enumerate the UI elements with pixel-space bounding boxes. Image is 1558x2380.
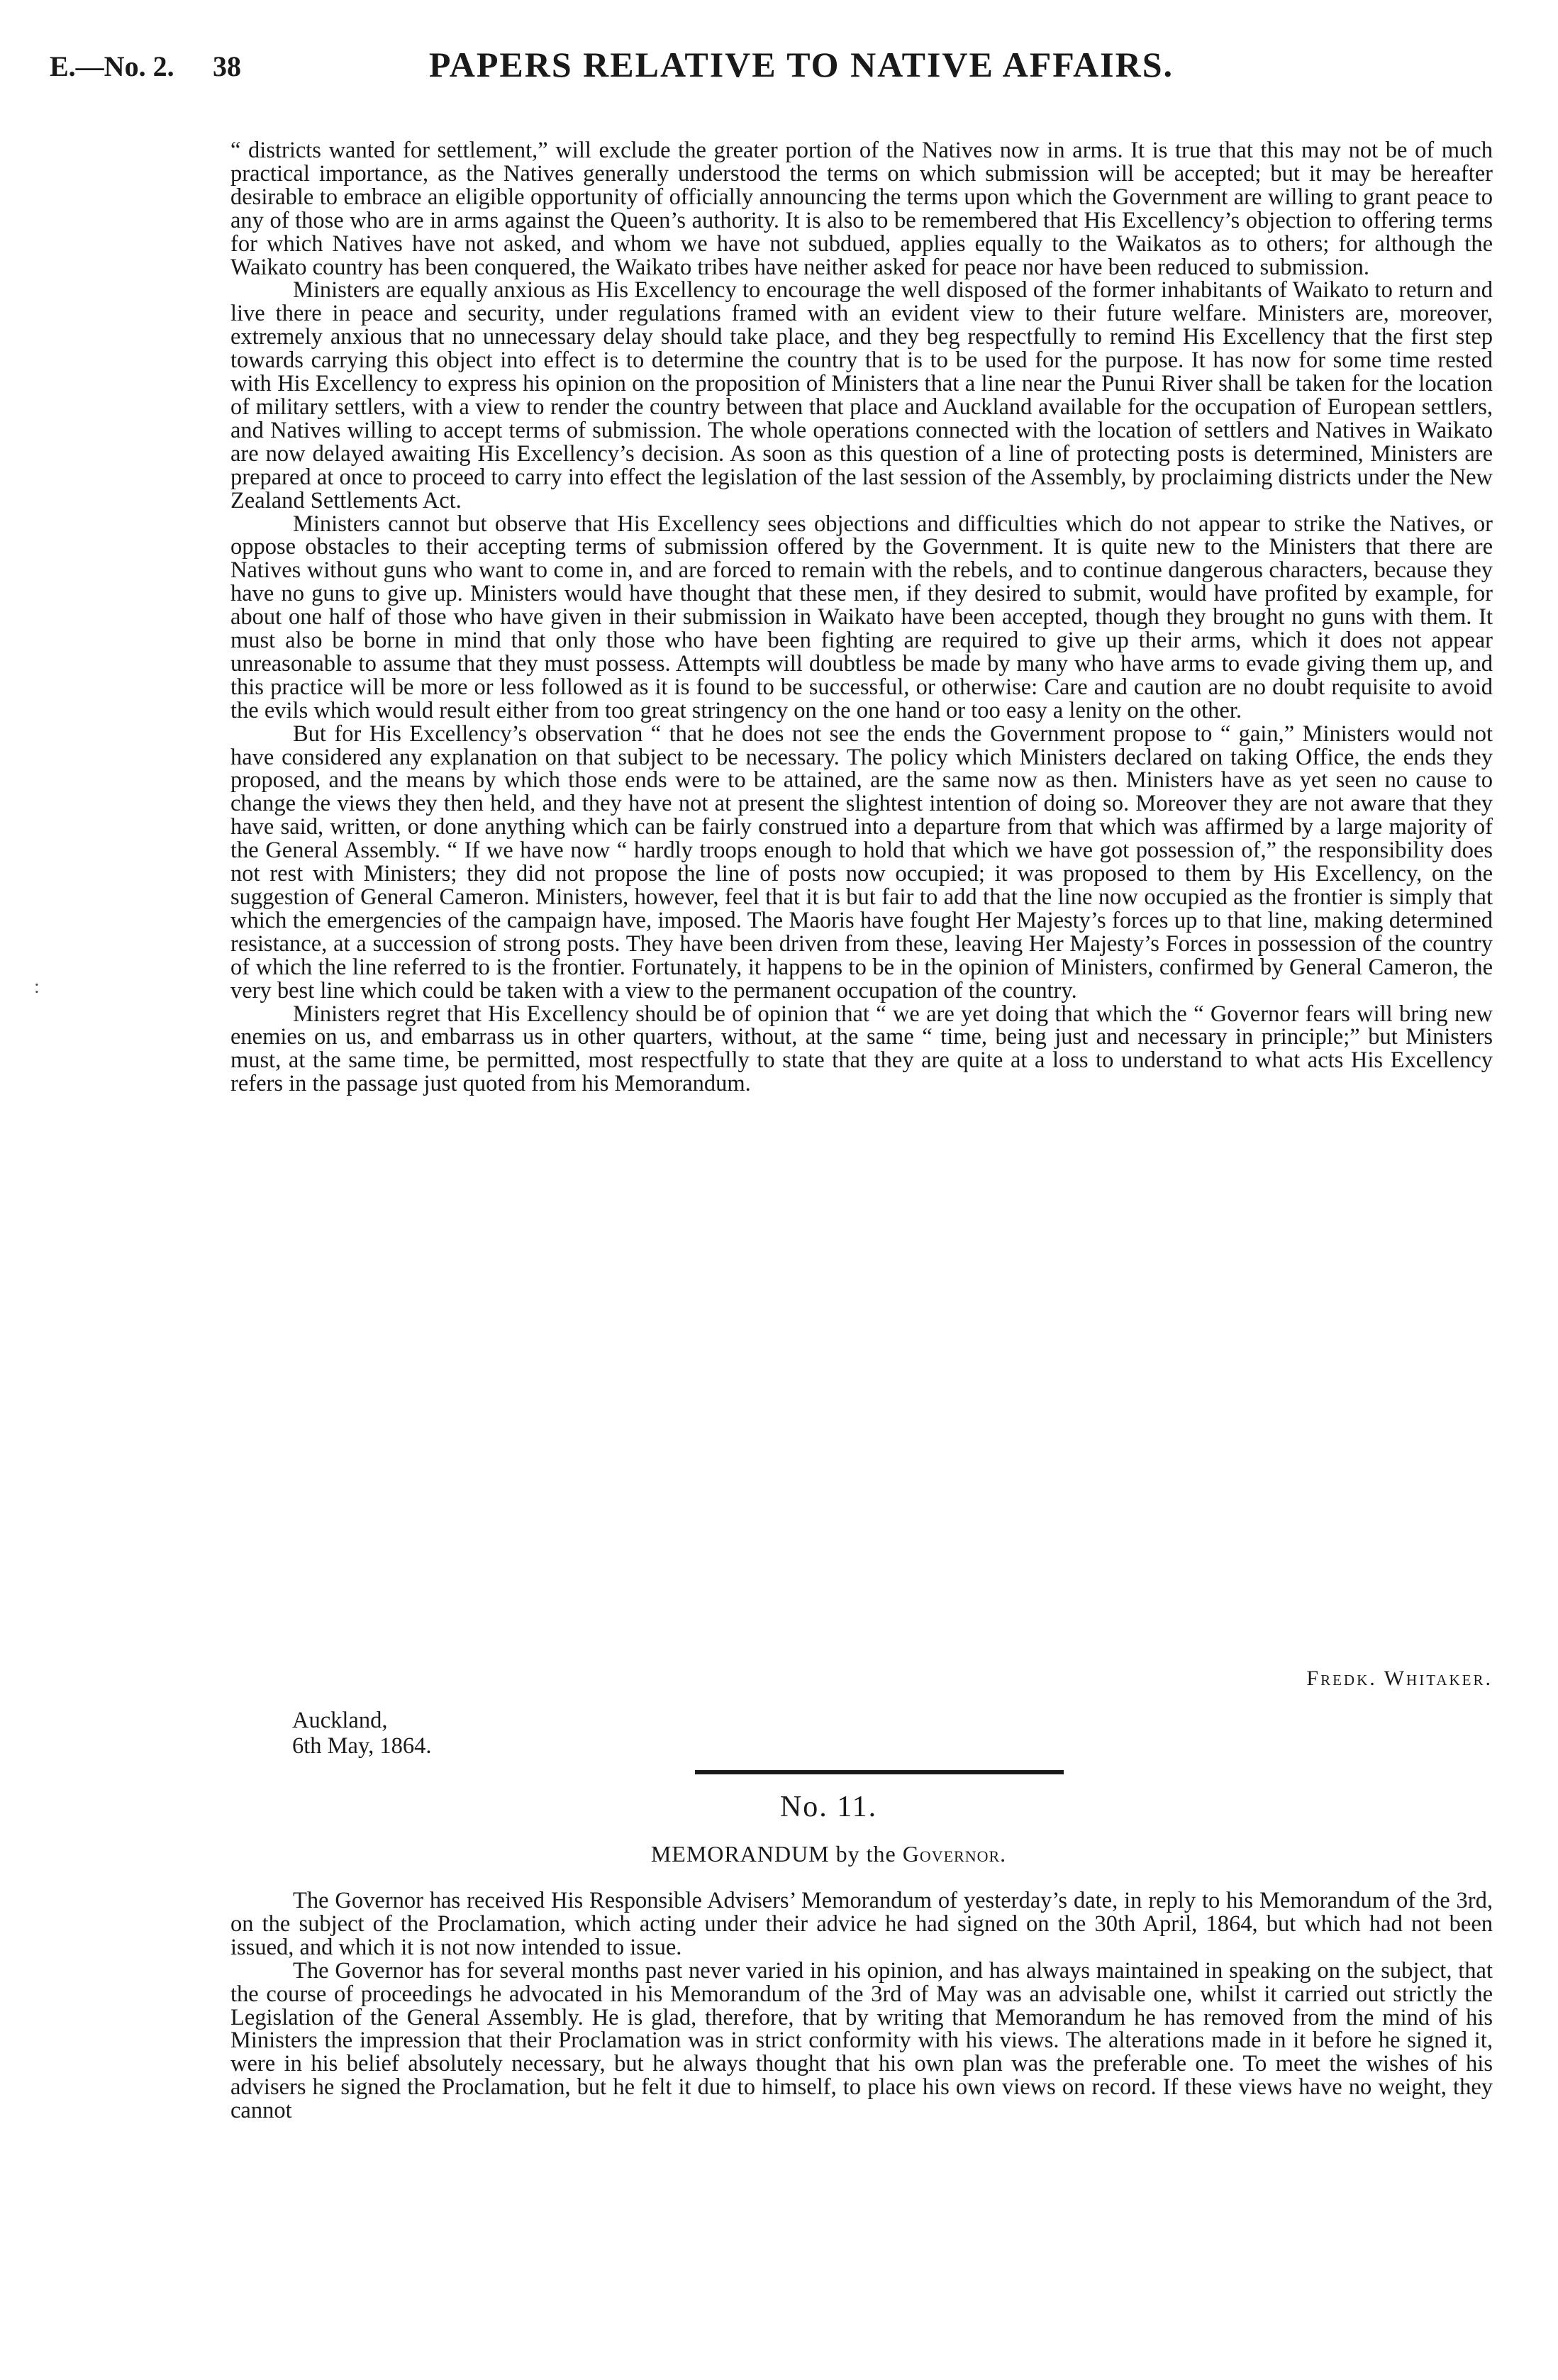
paragraph: The Governor has for several months past never varied in his opinion, and has always maintained in speaking on the subject, that the course of proceedings he advocated in his Memorandum of the 3rd of May was an advisable one, whilst it carried out strictly the Legislation of the General Assembly. He is glad, therefore, that by writing that Memorandum he has removed from the mind of his Ministers the impression that their Proclamation was in strict conformity with his views. The alterations made in it before he signed it, were in his belief absolutely necessary, but he always thought that his own plan was the preferable one. To meet the wishes of his advisers he signed the Proclamation, but he felt it due to himself, to place his own views on record. If these views have no weight, they cannot (230, 1957, 1493, 2124)
running-title: PAPERS RELATIVE TO NATIVE AFFAIRS. (428, 45, 1174, 84)
place-line: Auckland, (292, 1708, 388, 1733)
page-header (50, 44, 1510, 87)
memorandum-ministers-body (230, 139, 1493, 1096)
section-divider (695, 1770, 1064, 1774)
section-number: No. 11. (779, 1791, 878, 1823)
paragraph: “ districts wanted for settlement,” will exclude the greater portion of the Natives now in arms. It is true that this may not be of much practical importance, as the Natives generally understood the terms on which submission will be accepted; but it may be hereafter desirable to embrace an eligible opportunity of officially announcing the terms upon which the Government are willing to grant peace to any of those who are in arms against the Queen’s authority. It is also to be remembered that His Excellency’s objection to offering terms for which Natives have not asked, and whom we have not subdued, applies equally to the Waikatos as to others; for although the Waikato country has been conquered, the Waikato tribes have neither asked for peace nor have been reduced to submission. (230, 138, 1493, 280)
section-subtitle-author: Governor. (902, 1841, 1007, 1867)
section-subtitle-main: MEMORANDUM by the (650, 1841, 896, 1867)
date-line: 6th May, 1864. (292, 1733, 432, 1759)
page-number: 38 (213, 50, 241, 82)
paragraph: Ministers are equally anxious as His Excellency to encourage the well disposed of the former inhabitants of Waikato to return and live there in peace and security, under regulations framed with an evident view to their future welfare. Ministers are, moreover, extremely anxious that no unnecessary delay should take place, and they beg respectfully to remind His Excellency that the first step towards carrying this object into effect is to determine the country that is to be used for the purpose. It has now for some time rested with His Excellency to express his opinion on the proposition of Ministers that a line near the Punui River shall be taken for the location of military settlers, with a view to render the country between that place and Auckland available for the occupation of European settlers, and Natives willing to accept terms of submission. The whole operations connected with the location of settlers and Natives in Waikato are now delayed awaiting His Excellency’s decision. As soon as this question of a line of protecting posts is determined, Ministers are prepared at once to proceed to carry into effect the legislation of the last session of the Assembly, by proclaiming districts under the New Zealand Settlements Act. (230, 277, 1493, 513)
memorandum-governor-body (230, 1889, 1493, 2123)
section-subtitle (0, 1841, 1558, 1867)
margin-mark: : (34, 976, 40, 998)
paragraph: Ministers regret that His Excellency should be of opinion that “ we are yet doing that which the “ Governor fears will bring new enemies on us, and embarrass us in other quarters, without, at the same “ time, being just and necessary in principle;” but Ministers must, at the same time, be permitted, most respectfully to state that they are quite at a loss to understand to what acts His Excellency refers in the passage just quoted from his Memorandum. (230, 1001, 1493, 1097)
paragraph: Ministers cannot but observe that His Excellency sees objections and difficulties which do not appear to strike the Natives, or oppose obstacles to their accepting terms of submission offered by the Government. It is quite new to the Ministers that there are Natives without guns who want to come in, and are forced to remain with the rebels, and to continue dangerous characters, because they have no guns to give up. Ministers would have thought that these men, if they desired to submit, would have profited by example, for about one half of those who have given in their submission in Waikato have been accepted, though they brought no guns with them. It must also be borne in mind that only those who have been fighting are required to give up their arms, which it does not appear unreasonable to assume that they must possess. Attempts will doubtless be made by many who have arms to evade giving them up, and this practice will be more or less followed as it is found to be successful, or otherwise: Care and caution are no doubt requisite to avoid the evils which would result either from too great stringency on the one hand or too easy a lenity on the other. (230, 511, 1493, 723)
paragraph: The Governor has received His Responsible Advisers’ Memorandum of yesterday’s date, in reply to his Memorandum of the 3rd, on the subject of the Proclamation, which acting under their advice he had signed on the 30th April, 1864, but which had not been issued, and which it is not now intended to issue. (230, 1888, 1493, 1960)
paper-reference: E.—No. 2. (50, 50, 174, 82)
paragraph: But for His Excellency’s observation “ that he does not see the ends the Government propose to “ gain,” Ministers would not have considered any explanation on that subject to be necessary. The policy which Ministers declared on taking Office, the ends they proposed, and the means by which those ends were to be attained, are the same now as then. Ministers have as yet seen no cause to change the views they then held, and they have not at present the slightest intention of doing so. Moreover they are not aware that they have said, written, or done anything which can be fairly construed into a departure from that which was affirmed by a large majority of the General Assembly. “ If we have now “ hardly troops enough to hold that which we have got possession of,” the responsibility does not rest with Ministers; they did not propose the line of posts now occupied; it was proposed to them by His Excellency, on the suggestion of General Cameron. Ministers, however, feel that it is but fair to add that the line now occupied as the frontier is simply that which the emergencies of the campaign have, imposed. The Maoris have fought Her Majesty’s forces up to that line, making determined resistance, at a succession of strong posts. They have been driven from these, leaving Her Majesty’s Forces in possession of the country of which the line referred to is the frontier. Fortunately, it happens to be in the opinion of Ministers, confirmed by General Cameron, the very best line which could be taken with a view to the permanent occupation of the country. (230, 721, 1493, 1003)
signature: Fredk. Whitaker. (1306, 1667, 1493, 1690)
